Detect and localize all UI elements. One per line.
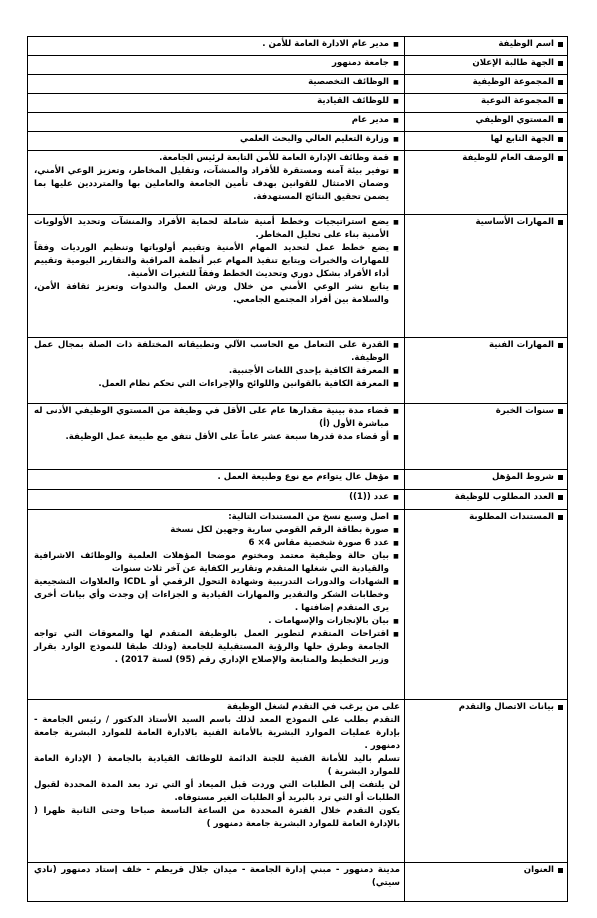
row-technical-skills [28,338,567,404]
label-cell [404,113,567,131]
label-cell [404,470,567,489]
bullet-square-icon [558,220,563,225]
bullet-icon: ■ [393,219,399,226]
bullet-icon: ■ [393,284,399,291]
list-item: ■ الشهادات والدورات التدريبية وشهادة التحول الرقمي أو ICDL والعلاوات التشجيعية وخطابات الشكر والتقدير والمهارات القيادية و الجزاءات إن وجدت وأي بيانات أخرى يرى المتقدم إضافتها . [34,577,399,613]
value-cell [28,863,404,901]
list-item: ■ المعرفة الكافية بإحدى اللغات الأجنبية. [228,366,399,376]
bullet-square-icon [558,118,563,123]
value-cell [28,94,404,112]
bullet-square-icon [558,156,563,161]
label-text: سنوات الخبرة [495,406,554,416]
bullet-icon: ■ [393,514,399,521]
list-item: ■ مؤهل عال يتواءم مع نوع وطبيعة العمل . [217,472,399,482]
row-general-description [28,151,567,215]
bullet-square-icon [558,409,563,414]
list-item: ■ قضاء مدة بينية مقدارها عام على الأقل في وظيفة من المستوي الوظيفي الأدنى له مباشرة الأول (أ) [34,406,399,429]
list-item: ■ عدد ((1)) [349,492,399,502]
label-text: الجهة التابع لها [490,134,554,144]
value-cell [28,700,404,862]
list-item: ■ صورة بطاقة الرقم القومي سارية وجهين لكل نسخة [170,525,399,535]
bullet-icon: ■ [393,155,399,162]
bullet-square-icon [558,42,563,47]
list-item: ■ أو قضاء مدة قدرها سبعة عشر عاماً على الأقل تتفق مع طبيعة عمل الوظيفة. [65,432,399,442]
label-cell [404,151,567,214]
bullet-square-icon [558,61,563,66]
list-item: ■ جامعة دمنهور [331,58,399,68]
list-item: ■ اقتراحات المتقدم لتطوير العمل بالوظيفة المتقدم لها والمعوقات التي تواجه الجامعة وطرق حلها والرؤية المستقبلية للجامعة (وذلك طبقا للنموذج الوارد بقرار وزير التخطيط والمتابعة والإصلاح الإداري رقم (95) لسنة 2017) . [34,629,399,665]
address-text: مدينة دمنهور - مبني إدارة الجامعة - ميدان جلال قريطم - خلف إستاد دمنهور (نادي سيتي) [34,865,400,888]
bullet-icon: ■ [393,631,399,638]
bullet-icon: ■ [393,527,399,534]
value-cell [28,56,404,74]
job-announcement-table [27,36,568,902]
bullet-icon: ■ [393,540,399,547]
label-text: العدد المطلوب للوظيفة [454,492,554,502]
row-contact-application [28,700,567,863]
label-cell [404,37,567,55]
label-text: العنوان [523,865,554,875]
list-item: ■ يضع خطط عمل لتحديد المهام الأمنية وتقييم أولوياتها وتنظيم الورديات وفقاً للمهارات والخبرات ويتابع تنفيذ المهام عبر أنظمة المراقبة والتقارير اليومية وتقييم أداء الأفراد بشكل دوري وتحديث الخطط وفقاً للتغيرات الأمنية. [34,243,399,279]
bullet-square-icon [558,475,563,480]
paragraph: يكون التقدم خلال الفترة المحددة من الساعة التاسعة صباحا وحتى الثانية ظهرا ( بالإدارة العامة للموارد البشرية جامعة دمنهور ) [34,806,400,829]
row-required-documents [28,510,567,700]
list-item: ■ توفير بيئة آمنه ومستقرة للأفراد والمنشآت، وتقليل المخاطر، وتعزيز الوعي الأمني، وضمان الامتثال للقوانين بهدف تأمين الجامعة والعاملين بها والمترددين عليها بما يضمن تحقيق النتائج المستهدفة. [34,166,399,202]
row-qualification [28,470,567,490]
row-job-level [28,113,567,132]
bullet-icon: ■ [393,474,399,481]
list-item: ■ اصل وسبع نسخ من المستندات التالية: [228,512,399,522]
bullet-icon: ■ [393,618,399,625]
list-item: ■ الوظائف التخصصية [308,77,399,87]
list-item: ■ بيان حالة وظيفية معتمد ومختوم موضحا المؤهلات العلمية والوظائف الاشرافية والقيادية التي شغلها المتقدم وتقارير الكفاية عن آخر ثلاث سنوات [34,551,399,574]
label-cell [404,404,567,469]
bullet-square-icon [558,705,563,710]
list-item: ■ القدرة على التعامل مع الحاسب الآلي وتطبيقاته المختلفة ذات الصلة بمجال عمل الوظيفة. [34,340,399,363]
label-cell [404,338,567,403]
bullet-icon: ■ [393,553,399,560]
bullet-square-icon [558,343,563,348]
value-cell [28,404,404,469]
label-cell [404,863,567,901]
label-text: المجموعة النوعية [480,96,554,106]
bullet-icon: ■ [393,381,399,388]
label-cell [404,56,567,74]
list-item: ■ مدير عام الادارة العامة للأمن . [262,39,399,49]
bullet-square-icon [558,80,563,85]
label-text: المستوي الوظيفي [475,115,554,125]
bullet-square-icon [558,515,563,520]
value-cell [28,490,404,509]
bullet-icon: ■ [393,342,399,349]
value-cell [28,113,404,131]
value-cell [28,470,404,489]
bullet-icon: ■ [393,579,399,586]
bullet-icon: ■ [393,368,399,375]
bullet-square-icon [558,495,563,500]
label-cell [404,490,567,509]
label-text: المجموعة الوظيفية [472,77,554,87]
bullet-icon: ■ [393,245,399,252]
list-item: ■ بيان بالإنجازات والإسهامات . [268,616,399,626]
row-job-group [28,75,567,94]
label-cell [404,215,567,337]
value-cell [28,151,404,214]
list-item: ■ قمة وظائف الإدارة العامة للأمن التابعة لرئيس الجامعة. [159,153,399,163]
list-item: ■ يضع استراتيجيات وخطط أمنية شاملة لحماية الأفراد والمنشآت وتحديد الأولويات الأمنية بناء على تحليل المخاطر. [34,217,399,240]
bullet-square-icon [558,99,563,104]
bullet-icon: ■ [393,41,399,48]
list-item: ■ عدد 6 صورة شخصية مقاس 4× 6 [248,538,399,548]
label-cell [404,700,567,862]
bullet-square-icon [558,137,563,142]
bullet-square-icon [558,868,563,873]
bullet-icon: ■ [393,434,399,441]
label-text: اسم الوظيفة [498,39,554,49]
bullet-icon: ■ [393,60,399,67]
list-item: ■ المعرفة الكافية بالقوانين واللوائح والإجراءات التي تحكم نظام العمل. [98,379,399,389]
row-job-title [28,37,567,56]
value-cell [28,338,404,403]
bullet-icon: ■ [393,117,399,124]
paragraph: التقدم بطلب على النموذج المعد لذلك باسم السيد الأستاذ الدكتور / رئيس الجامعة - بإدارة عمليات الموارد البشرية بالأمانة الفنية بالادارة العامة للموارد البشرية جامعة دمنهور . [34,715,400,751]
list-item: ■ وزارة التعليم العالي والبحث العلمي [240,134,399,144]
value-cell [28,37,404,55]
label-text: الوصف العام للوظيفة [462,153,554,163]
label-text: بيانات الاتصال والتقدم [458,702,554,712]
label-cell [404,132,567,150]
label-cell [404,510,567,699]
value-cell [28,215,404,337]
bullet-icon: ■ [393,494,399,501]
label-cell [404,94,567,112]
list-item: ■ يتابع نشر الوعي الأمني من خلال ورش العمل والندوات وتعزيز ثقافة الأمن، والسلامة بين أفراد المجتمع الجامعي. [34,282,399,305]
row-experience-years [28,404,567,470]
list-item: ■ مدير عام [351,115,399,125]
bullet-icon: ■ [393,136,399,143]
bullet-icon: ■ [393,168,399,175]
paragraph: لن يلتفت إلى الطلبات التي وردت قبل الميعاد أو التي ترد بعد المدة المحددة لقبول الطلبات أو التي ترد بالبريد أو الطلبات الغير مستوفاه. [34,780,400,803]
label-text: شروط المؤهل [491,472,554,482]
value-cell [28,510,404,699]
paragraph: تسلم باليد للأمانة الفنية للجنة الدائمة للوظائف القيادية بالجامعة ( الإدارة العامة للموارد البشرية ) [34,754,400,777]
label-text: المهارات الأساسية [475,217,554,227]
row-requesting-entity [28,56,567,75]
paragraph: على من يرغب في التقدم لشغل الوظيفة [226,702,400,712]
bullet-icon: ■ [393,408,399,415]
value-cell [28,132,404,150]
list-item: ■ للوظائف القيادية [317,96,399,106]
label-cell [404,75,567,93]
row-required-count [28,490,567,510]
value-cell [28,75,404,93]
row-affiliation [28,132,567,151]
bullet-icon: ■ [393,79,399,86]
row-basic-skills [28,215,567,338]
row-address [28,863,567,901]
label-text: المهارات الفنية [489,340,554,350]
bullet-icon: ■ [393,98,399,105]
label-text: المستندات المطلوبة [469,512,554,522]
label-text: الجهة طالبة الإعلان [472,58,554,68]
row-qualitative-group [28,94,567,113]
